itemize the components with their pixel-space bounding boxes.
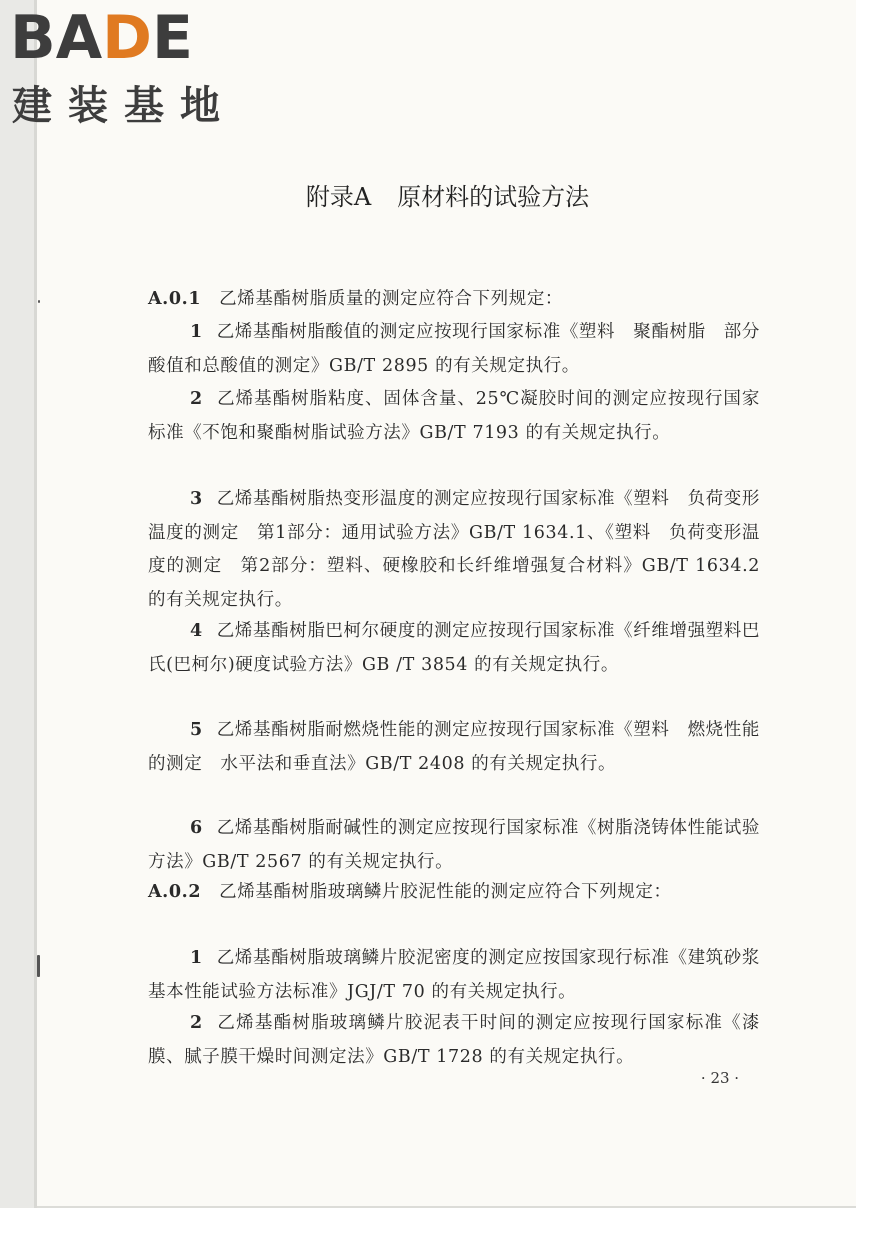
clause-a02-item-1	[148, 942, 760, 1009]
item-number: 1	[190, 948, 203, 968]
item-text: 乙烯基酯树脂热变形温度的测定应按现行国家标准《塑料 负荷变形温度的测定 第1部分：通用试验方法》GB/T 1634.1、《塑料 负荷变形温度的测定 第2部分：塑料、硬橡胶和长纤维增强复合材料》GB/T 1634.2 的有关规定执行。	[148, 489, 760, 610]
scan-margin-bottom	[0, 1208, 875, 1242]
clause-intro-text: 乙烯基酯树脂玻璃鳞片胶泥性能的测定应符合下列规定：	[219, 882, 672, 902]
clause-a01-item-4	[148, 615, 760, 682]
clause-a01-item-2	[148, 383, 760, 450]
logo-wordmark-prefix: BA	[10, 3, 103, 73]
clause-intro-text: 乙烯基酯树脂质量的测定应符合下列规定：	[219, 289, 564, 309]
item-number: 1	[190, 322, 203, 342]
clause-a01-item-5	[148, 714, 760, 781]
appendix-label: 附录A	[305, 183, 372, 211]
clause-id: A.0.1	[148, 289, 202, 309]
item-number: 5	[190, 720, 203, 740]
item-text: 乙烯基酯树脂粘度、固体含量、25℃凝胶时间的测定应按现行国家标准《不饱和聚酯树脂试验方法》GB/T 7193 的有关规定执行。	[148, 389, 760, 443]
clause-a02-intro	[148, 876, 760, 910]
brand-logo	[10, 3, 260, 136]
page-title	[0, 180, 875, 214]
item-number: 2	[190, 1013, 203, 1033]
clause-a01-intro	[148, 283, 760, 317]
item-number: 2	[190, 389, 203, 409]
item-number: 3	[190, 489, 203, 509]
item-number: 4	[190, 621, 203, 641]
logo-wordmark-accent: D	[102, 3, 152, 73]
clause-a01-item-6	[148, 812, 760, 879]
clause-a02-item-2	[148, 1007, 760, 1074]
appendix-title: 原材料的试验方法	[397, 183, 590, 211]
item-text: 乙烯基酯树脂耐燃烧性能的测定应按现行国家标准《塑料 燃烧性能的测定 水平法和垂直法》GB/T 2408 的有关规定执行。	[148, 720, 760, 774]
scan-speck	[37, 955, 40, 977]
logo-wordmark-suffix: E	[151, 3, 193, 73]
item-text: 乙烯基酯树脂耐碱性的测定应按现行国家标准《树脂浇铸体性能试验方法》GB/T 2567 的有关规定执行。	[148, 818, 760, 872]
item-text: 乙烯基酯树脂酸值的测定应按现行国家标准《塑料 聚酯树脂 部分酸值和总酸值的测定》GB/T 2895 的有关规定执行。	[148, 322, 760, 376]
clause-id: A.0.2	[148, 882, 202, 902]
logo-wordmark	[10, 3, 193, 73]
page-number: · 23 ·	[700, 1069, 740, 1087]
item-text: 乙烯基酯树脂巴柯尔硬度的测定应按现行国家标准《纤维增强塑料巴氏(巴柯尔)硬度试验方法》GB /T 3854 的有关规定执行。	[148, 621, 760, 675]
clause-a01-item-3	[148, 483, 760, 617]
scan-speck	[38, 300, 40, 303]
item-number: 6	[190, 818, 203, 838]
item-text: 乙烯基酯树脂玻璃鳞片胶泥表干时间的测定应按现行国家标准《漆膜、腻子膜干燥时间测定法》GB/T 1728 的有关规定执行。	[148, 1013, 760, 1067]
logo-subtitle: 建装基地	[12, 83, 236, 129]
item-text: 乙烯基酯树脂玻璃鳞片胶泥密度的测定应按国家现行标准《建筑砂浆基本性能试验方法标准》JGJ/T 70 的有关规定执行。	[148, 948, 760, 1002]
clause-a01-item-1	[148, 316, 760, 383]
